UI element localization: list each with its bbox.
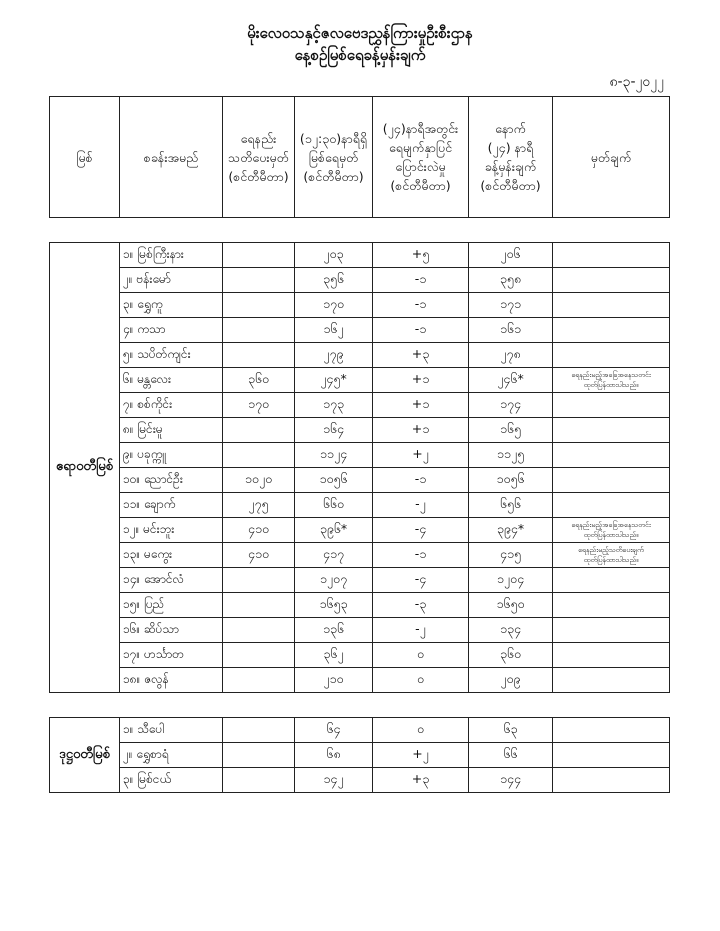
remark	[553, 243, 670, 268]
table-row	[50, 543, 670, 568]
alert-level: ၄၁၀	[223, 543, 295, 568]
station-name: ၇။ စစ်ကိုင်း	[120, 393, 223, 418]
level-change: +၃	[373, 343, 469, 368]
header-station: စခန်းအမည်	[120, 97, 223, 218]
table-row	[50, 318, 670, 343]
station-name: ၉။ ပခုက္ကူ	[120, 443, 223, 468]
forecast-level: ၆၆	[469, 743, 553, 768]
level-change: -၁	[373, 318, 469, 343]
station-name: ၅။ သပိတ်ကျင်း	[120, 343, 223, 368]
water-level: ၁၆၂	[295, 318, 373, 343]
table-row	[50, 343, 670, 368]
remark: ရေနည်းမည့်အခြေအနေသတင်း ထုတ်ပြန်ထားပါသည်။	[553, 518, 670, 543]
table-row	[50, 393, 670, 418]
station-name: ၃။ ရွှေကူ	[120, 293, 223, 318]
forecast-level: ၁၇၄	[469, 393, 553, 418]
table-row	[50, 743, 670, 768]
header-river: မြစ်	[50, 97, 120, 218]
station-name: ၁၂။ မင်းဘူး	[120, 518, 223, 543]
remark	[553, 668, 670, 693]
level-change: -၁	[373, 293, 469, 318]
table-row	[50, 518, 670, 543]
level-change: +၁	[373, 368, 469, 393]
report-title: နေ့စဉ်မြစ်ရေခန့်မှန်းချက်	[294, 46, 426, 64]
level-change: +၁	[373, 393, 469, 418]
forecast-level: ၁၆၅	[469, 418, 553, 443]
alert-level	[223, 768, 295, 793]
alert-level	[223, 618, 295, 643]
station-name: ၁။ မြစ်ကြီးနား	[120, 243, 223, 268]
water-level: ၁၆၅၃	[295, 593, 373, 618]
alert-level	[223, 668, 295, 693]
table-header-row	[50, 97, 670, 218]
water-level: ၁၃၆	[295, 618, 373, 643]
header-forecast: နောက် (၂၄) နာရီ ခန့်မှန်းချက် (စင်တီမီတာ)	[469, 97, 553, 218]
remark	[553, 493, 670, 518]
station-name: ၈။ မြင်းမူ	[120, 418, 223, 443]
station-name: ၄။ ကသာ	[120, 318, 223, 343]
remark	[553, 468, 670, 493]
report-date: ၈-၃-၂၀၂၂	[609, 74, 664, 90]
alert-level	[223, 293, 295, 318]
remark	[553, 318, 670, 343]
level-change: -၁	[373, 543, 469, 568]
header-change: (၂၄)နာရီအတွင်း ရေမျက်နှာပြင် ပြောင်းလဲမှု (စင်တီမီတာ)	[373, 97, 469, 218]
level-change: +၂	[373, 743, 469, 768]
alert-level	[223, 718, 295, 743]
level-change: -၄	[373, 518, 469, 543]
table-row	[50, 643, 670, 668]
remark: ရေနည်းမည့်သတိပေးချက် ထုတ်ပြန်ထားပါသည်။	[553, 543, 670, 568]
alert-level	[223, 443, 295, 468]
water-level: ၃၆၂	[295, 643, 373, 668]
water-level: ၁၂၀၇	[295, 568, 373, 593]
remark: ရေနည်းမည့်အခြေအနေသတင်း ထုတ်ပြန်ထားပါသည်။	[553, 368, 670, 393]
forecast-level: ၂၀၉	[469, 668, 553, 693]
alert-level: ၂၇၅	[223, 493, 295, 518]
header-water-level: (၁၂:၃၀)နာရီရှိ မြစ်ရေမှတ် (စင်တီမီတာ)	[295, 97, 373, 218]
station-name: ၁၀။ ညောင်ဦး	[120, 468, 223, 493]
level-change: -၃	[373, 593, 469, 618]
water-level: ၃၅၆	[295, 268, 373, 293]
river-name: ဒုဋ္ဌဝတီမြစ်	[50, 718, 120, 793]
level-change: +၁	[373, 418, 469, 443]
station-name: ၁၄။ အောင်လံ	[120, 568, 223, 593]
station-name: ၁၆။ ဆိပ်သာ	[120, 618, 223, 643]
alert-level	[223, 268, 295, 293]
alert-level	[223, 643, 295, 668]
alert-level: ၁၇၀	[223, 393, 295, 418]
water-level: ၁၀၅၆	[295, 468, 373, 493]
alert-level	[223, 593, 295, 618]
remark	[553, 643, 670, 668]
station-name: ၁၁။ ချောက်	[120, 493, 223, 518]
remark	[553, 393, 670, 418]
level-change: +၃	[373, 768, 469, 793]
table-row	[50, 668, 670, 693]
forecast-level: ၆၃	[469, 718, 553, 743]
station-name: ၂။ ရွှေစာရံ	[120, 743, 223, 768]
alert-level	[223, 418, 295, 443]
water-level: ၁၆၄	[295, 418, 373, 443]
level-change: -၁	[373, 268, 469, 293]
forecast-level: ၁၃၄	[469, 618, 553, 643]
water-level: ၂၇၉	[295, 343, 373, 368]
forecast-level: ၆၅၆	[469, 493, 553, 518]
alert-level	[223, 243, 295, 268]
water-level: ၆၈	[295, 743, 373, 768]
table-row	[50, 618, 670, 643]
table-row	[50, 768, 670, 793]
water-level: ၃၉၆*	[295, 518, 373, 543]
alert-level	[223, 743, 295, 768]
station-name: ၁၅။ ပြည်	[120, 593, 223, 618]
table-row	[50, 718, 670, 743]
station-name: ၁၃။ မကွေး	[120, 543, 223, 568]
river-name: ဧရာဝတီမြစ်	[50, 243, 120, 693]
remark	[553, 618, 670, 643]
water-level: ၂၀၃	[295, 243, 373, 268]
alert-level	[223, 318, 295, 343]
table-body	[50, 218, 670, 793]
level-change: -၄	[373, 568, 469, 593]
station-name: ၆။ မန္တလေး	[120, 368, 223, 393]
header-alert-level: ရေနည်း သတိပေးမှတ် (စင်တီမီတာ)	[223, 97, 295, 218]
remark	[553, 568, 670, 593]
table-row	[50, 493, 670, 518]
separator-cell	[50, 693, 670, 718]
table-row	[50, 293, 670, 318]
level-change: -၂	[373, 618, 469, 643]
river-forecast-table	[49, 96, 670, 793]
forecast-level: ၂၀၆	[469, 243, 553, 268]
station-name: ၁။ သီပေါ	[120, 718, 223, 743]
remark	[553, 293, 670, 318]
forecast-level: ၁၇၁	[469, 293, 553, 318]
table-row	[50, 268, 670, 293]
group-separator	[50, 693, 670, 718]
water-level: ၁၁၂၄	[295, 443, 373, 468]
forecast-level: ၁၆၅၀	[469, 593, 553, 618]
forecast-level: ၁၂၀၄	[469, 568, 553, 593]
header-remarks: မှတ်ချက်	[553, 97, 670, 218]
water-level: ၄၁၇	[295, 543, 373, 568]
station-name: ၁၈။ ဇလွန်	[120, 668, 223, 693]
table-row	[50, 568, 670, 593]
level-change: ၀	[373, 668, 469, 693]
group-separator	[50, 218, 670, 243]
remark	[553, 718, 670, 743]
remark	[553, 593, 670, 618]
alert-level: ၁၀၂၀	[223, 468, 295, 493]
level-change: +၅	[373, 243, 469, 268]
water-level: ၂၁၀	[295, 668, 373, 693]
table-row	[50, 418, 670, 443]
station-name: ၂။ ဗန်းမော်	[120, 268, 223, 293]
alert-level	[223, 568, 295, 593]
forecast-level: ၁၄၄	[469, 768, 553, 793]
alert-level: ၄၁၀	[223, 518, 295, 543]
separator-cell	[50, 218, 670, 243]
table-row	[50, 368, 670, 393]
table-row	[50, 593, 670, 618]
alert-level	[223, 343, 295, 368]
water-level: ၆၆၀	[295, 493, 373, 518]
level-change: -၁	[373, 468, 469, 493]
remark	[553, 743, 670, 768]
table-row	[50, 243, 670, 268]
water-level: ၁၄၂	[295, 768, 373, 793]
forecast-level: ၃၆၀	[469, 643, 553, 668]
remark	[553, 343, 670, 368]
station-name: ၃။ မြစ်ငယ်	[120, 768, 223, 793]
forecast-level: ၁၀၅၆	[469, 468, 553, 493]
level-change: ၀	[373, 718, 469, 743]
forecast-level: ၃၅၈	[469, 268, 553, 293]
water-level: ၆၄	[295, 718, 373, 743]
table-row	[50, 468, 670, 493]
department-title: မိုးလေဝသနှင့်ဇလဗေဒညွှန်ကြားမှုဦးစီးဌာန	[247, 24, 473, 42]
table-row	[50, 443, 670, 468]
remark	[553, 443, 670, 468]
level-change: +၂	[373, 443, 469, 468]
forecast-level: ၂၄၆*	[469, 368, 553, 393]
remark	[553, 768, 670, 793]
forecast-level: ၄၁၅	[469, 543, 553, 568]
forecast-level: ၁၆၁	[469, 318, 553, 343]
water-level: ၂၄၅*	[295, 368, 373, 393]
forecast-level: ၁၁၂၅	[469, 443, 553, 468]
level-change: ၀	[373, 643, 469, 668]
level-change: -၂	[373, 493, 469, 518]
remark	[553, 268, 670, 293]
alert-level: ၃၆၀	[223, 368, 295, 393]
remark	[553, 418, 670, 443]
forecast-level: ၂၇၈	[469, 343, 553, 368]
water-level: ၁၇၀	[295, 293, 373, 318]
forecast-level: ၃၉၄*	[469, 518, 553, 543]
water-level: ၁၇၃	[295, 393, 373, 418]
station-name: ၁၇။ ဟင်္သာတ	[120, 643, 223, 668]
